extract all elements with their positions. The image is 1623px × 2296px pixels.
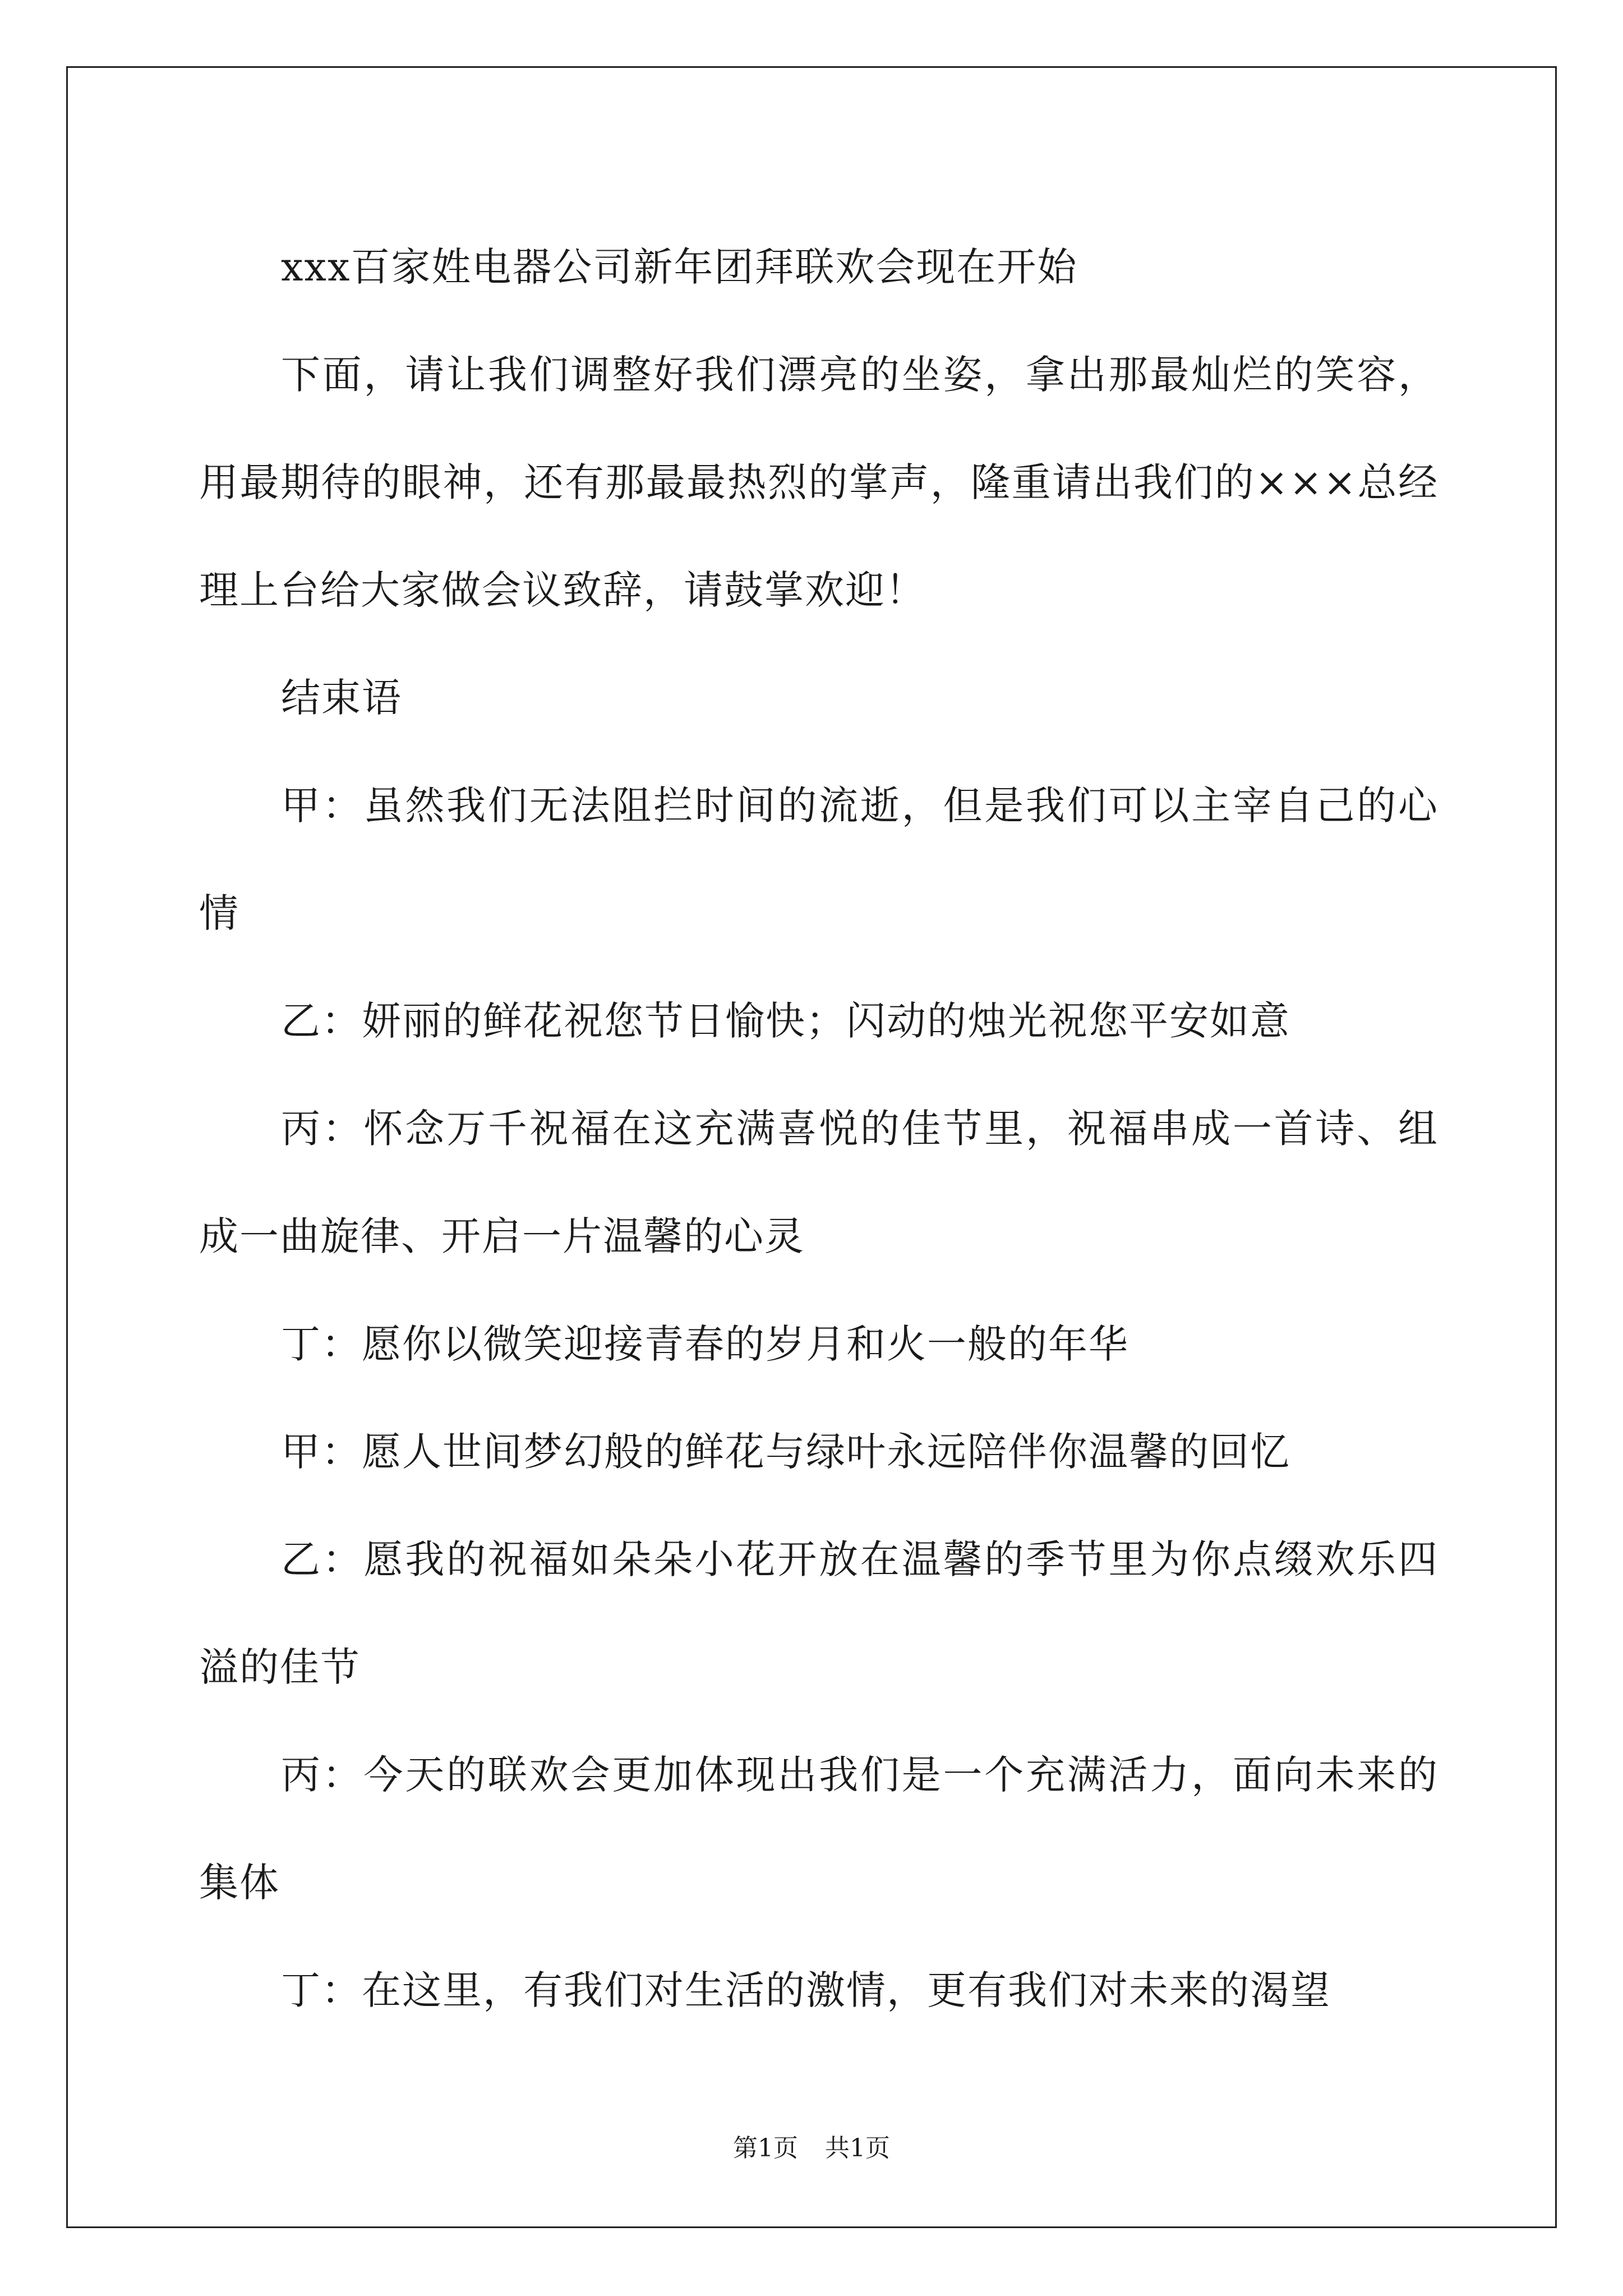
page-number: 第1页 bbox=[733, 2134, 798, 2162]
paragraph-invitation: 下面，请让我们调整好我们漂亮的坐姿，拿出那最灿烂的笑容，用最期待的眼神，还有那最最热烈的掌声，隆重请出我们的×××总经理上台给大家做会议致辞，请鼓掌欢迎！ bbox=[199, 352, 1438, 613]
document-body bbox=[199, 213, 1438, 2044]
section-heading-closing: 结束语 bbox=[281, 675, 402, 721]
paragraph-line-yi-1: 乙：妍丽的鲜花祝您节日愉快；闪动的烛光祝您平安如意 bbox=[281, 998, 1290, 1044]
paragraph-line-jia-2: 甲：愿人世间梦幻般的鲜花与绿叶永远陪伴你温馨的回忆 bbox=[281, 1429, 1290, 1475]
page-footer bbox=[0, 2132, 1623, 2165]
paragraph-line-bing-2: 丙：今天的联欢会更加体现出我们是一个充满活力，面向未来的集体 bbox=[199, 1752, 1438, 1906]
paragraph-line-ding-1: 丁：愿你以微笑迎接青春的岁月和火一般的年华 bbox=[281, 1321, 1129, 1367]
paragraph-line-jia-1: 甲：虽然我们无法阻拦时间的流逝，但是我们可以主宰自己的心情 bbox=[199, 783, 1438, 936]
paragraph-line-bing-1: 丙：怀念万千祝福在这充满喜悦的佳节里，祝福串成一首诗、组成一曲旋律、开启一片温馨的心灵 bbox=[199, 1106, 1438, 1259]
page-total: 共1页 bbox=[825, 2134, 890, 2162]
paragraph-opening: xxx百家姓电器公司新年团拜联欢会现在开始 bbox=[281, 244, 1078, 290]
paragraph-line-yi-2: 乙：愿我的祝福如朵朵小花开放在温馨的季节里为你点缀欢乐四溢的佳节 bbox=[199, 1536, 1438, 1690]
paragraph-line-ding-2: 丁：在这里，有我们对生活的激情，更有我们对未来的渴望 bbox=[281, 1967, 1331, 2013]
